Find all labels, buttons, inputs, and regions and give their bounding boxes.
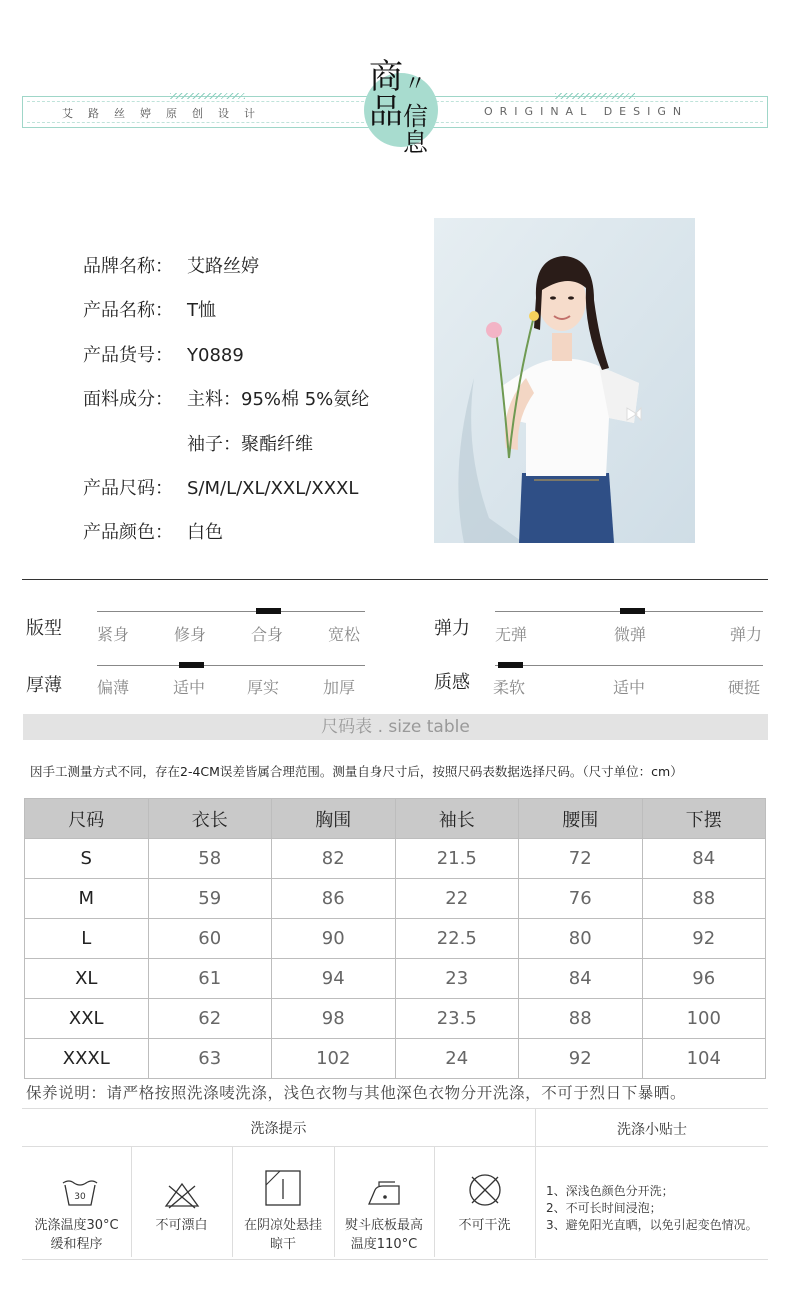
table-cell: 76 [519,879,643,919]
table-row [25,879,766,919]
table-cell: M [25,879,149,919]
elasticity-option: 弹力 [730,625,763,644]
info-value: 艾路丝婷 [187,256,259,277]
table-cell: 58 [148,839,272,879]
wash-label [22,1216,131,1254]
table-cell: 72 [519,839,643,879]
wash-label-line: 温度110°C [350,1237,418,1252]
wash-label-line: 熨斗底板最高 [344,1218,423,1233]
table-row [25,999,766,1039]
info-row-sku [83,341,244,367]
elasticity-option: 无弹 [495,625,528,644]
banner-hatch-left [170,93,245,99]
wash-label [232,1216,334,1254]
table-header: 胸围 [272,799,396,839]
wash-label [131,1216,232,1235]
table-cell: 88 [519,999,643,1039]
fit-scale-line [97,611,365,612]
table-cell: 100 [642,999,766,1039]
table-cell: 60 [148,919,272,959]
table-cell: 23 [395,959,519,999]
banner-left-text: 艾路丝婷原创设计 [62,107,270,120]
texture-scale-marker [498,662,523,668]
wash-30-badge: 30 [74,1192,86,1202]
wash-label-line: 晾干 [269,1237,296,1252]
info-label: 产品名称： [83,300,173,321]
table-cell: 92 [519,1039,643,1079]
wash-cell-divider [434,1147,435,1257]
table-header: 衣长 [148,799,272,839]
table-cell: 98 [272,999,396,1039]
table-cell: XXXL [25,1039,149,1079]
banner-right-text: ORIGINAL DESIGN [484,105,689,118]
table-header: 袖长 [395,799,519,839]
info-label: 产品颜色： [83,522,173,543]
info-row-name [83,296,216,322]
wash-label-line: 洗涤温度30°C [34,1218,119,1233]
table-cell: 22.5 [395,919,519,959]
texture-option: 硬挺 [728,678,761,697]
texture-title: 质感 [434,672,470,693]
wash-tips-list [546,1183,758,1234]
title-char-4: 息 [403,128,429,157]
tips-header: 洗涤小贴士 [617,1122,687,1138]
wash-tip: 2、不可长时间浸泡； [546,1201,662,1215]
table-cell: 62 [148,999,272,1039]
table-header: 下摆 [642,799,766,839]
table-cell: 24 [395,1039,519,1079]
table-cell: 21.5 [395,839,519,879]
wash-label-line: 在阴凉处悬挂 [243,1218,322,1233]
info-row-brand [83,252,259,278]
fit-option: 合身 [251,625,284,644]
fit-option: 宽松 [328,625,361,644]
table-cell: L [25,919,149,959]
table-row [25,919,766,959]
thickness-scale-marker [179,662,204,668]
banner-hatch-right [555,93,635,99]
line-dry-shade-icon [264,1169,302,1211]
texture-scale-line [495,665,763,666]
info-value: 主料：95%棉 5%氨纶 [187,389,370,410]
wash-label [334,1216,434,1254]
size-table [24,798,766,1079]
info-label: 产品货号： [83,345,173,366]
table-cell: 23.5 [395,999,519,1039]
wash-tip: 3、避免阳光直晒，以免引起变色情况。 [546,1218,758,1232]
info-value: 袖子：聚酯纤维 [187,434,313,455]
table-cell: 88 [642,879,766,919]
wash-header: 洗涤提示 [250,1121,307,1137]
wash-cell-divider [131,1147,132,1257]
table-cell: 92 [642,919,766,959]
info-value: T恤 [187,300,216,321]
elasticity-title: 弹力 [434,618,470,639]
wash-tip: 1、深浅色颜色分开洗； [546,1184,674,1198]
thickness-scale-line [97,665,365,666]
section-divider [22,579,768,580]
table-header-row [25,799,766,839]
thickness-option: 厚实 [247,678,280,697]
table-header: 尺码 [25,799,149,839]
fit-scale-marker [256,608,281,614]
info-row-sleeve [83,430,313,456]
title-char-1: 商 [369,57,403,97]
table-cell: 96 [642,959,766,999]
table-cell: 86 [272,879,396,919]
thickness-option: 加厚 [323,678,356,697]
wash-30-icon [61,1177,99,1211]
thickness-title: 厚薄 [26,675,62,696]
wash-label-line: 缓和程序 [50,1237,103,1252]
table-cell: 94 [272,959,396,999]
table-header: 腰围 [519,799,643,839]
product-photo [434,218,695,543]
texture-option: 柔软 [493,678,526,697]
table-cell: 63 [148,1039,272,1079]
iron-110-icon [365,1180,405,1212]
thickness-option: 偏薄 [97,678,130,697]
table-cell: XL [25,959,149,999]
info-label: 产品尺码： [83,478,173,499]
info-value: Y0889 [187,345,244,366]
no-dry-clean-icon [467,1172,503,1212]
info-value: S/M/L/XL/XXL/XXXL [187,478,359,499]
info-row-size [83,474,358,500]
table-cell: 102 [272,1039,396,1079]
table-cell: S [25,839,149,879]
table-cell: 80 [519,919,643,959]
table-cell: 22 [395,879,519,919]
table-row [25,959,766,999]
table-cell: 84 [519,959,643,999]
fit-option: 修身 [174,625,207,644]
table-cell: 84 [642,839,766,879]
no-bleach-icon [163,1181,201,1213]
size-note: 因手工测量方式不同，存在2-4CM误差皆属合理范围。测量自身尺寸后，按照尺码表数据选择尺码。（尺寸单位：cm） [30,764,683,779]
fit-option: 紧身 [97,625,130,644]
fit-title: 版型 [26,618,62,639]
thickness-option: 适中 [173,678,206,697]
wash-label [434,1216,535,1235]
table-cell: XXL [25,999,149,1039]
table-cell: 104 [642,1039,766,1079]
table-cell: 59 [148,879,272,919]
table-cell: 82 [272,839,396,879]
wash-label-line: 不可干洗 [458,1218,511,1233]
size-table-banner: 尺码表 . size table [23,714,768,740]
table-row [25,839,766,879]
title-char-2: 品 [369,92,403,132]
title-char-3: 信 [403,102,429,131]
info-label: 品牌名称： [83,256,173,277]
care-instructions: 保养说明：请严格按照洗涤唛洗涤，浅色衣物与其他深色衣物分开洗涤，不可于烈日下暴晒。 [26,1084,687,1102]
info-label: 面料成分： [83,389,173,410]
wash-label-line: 不可漂白 [155,1218,208,1233]
wash-header-divider [22,1146,768,1147]
elasticity-option: 微弹 [614,625,647,644]
texture-option: 适中 [613,678,646,697]
table-row [25,1039,766,1079]
table-cell: 90 [272,919,396,959]
info-value: 白色 [187,522,223,543]
info-row-fabric [83,385,369,411]
elasticity-scale-marker [620,608,645,614]
title-quote: 〃 [404,72,427,97]
table-cell: 61 [148,959,272,999]
info-row-color [83,518,223,544]
